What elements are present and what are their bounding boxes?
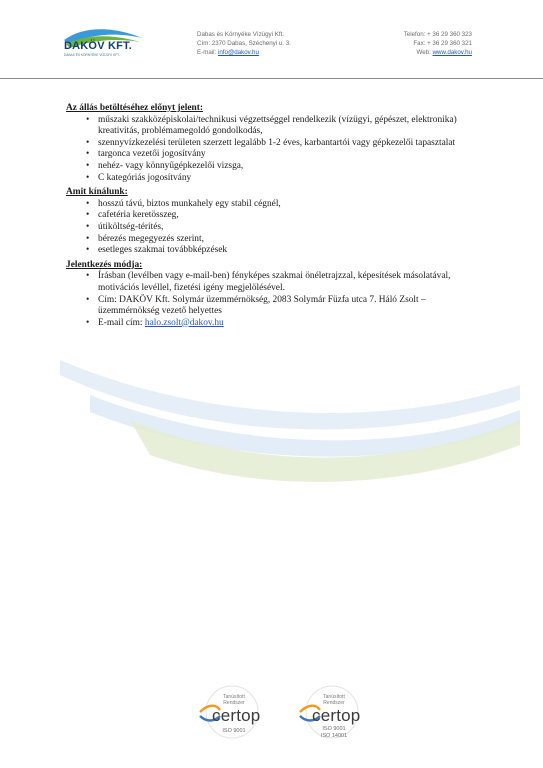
cert-top-line2: Rendszer [323, 700, 345, 706]
logo-text: DAKÖV KFT. [64, 40, 132, 52]
list-item: • szennyvízkezelési területen szerzett legalább 1-2 éves, karbantartói vagy gépkezelői tapasztalat [98, 138, 486, 150]
logo-subtitle: DABAS ÉS KÖRNYÉKE VÍZÜGYI KFT. [64, 53, 120, 57]
company-email-line [197, 48, 291, 57]
list-item: • hosszú távú, biztos munkahely egy stabil cégnél, [98, 199, 486, 211]
section-title-advantages: Az állás betöltéséhez előnyt jelent: [66, 103, 203, 113]
header-divider [0, 78, 543, 79]
company-email-link[interactable]: info@dakov.hu [217, 49, 259, 56]
certop-badge-iso9001-iso14001 [290, 682, 378, 742]
web-label: Web: [416, 49, 433, 56]
apply-email-link[interactable]: halo.zsolt@dakov.hu [144, 317, 224, 328]
cert-standard-2: ISO 14001 [320, 733, 348, 739]
list-item: • esetleges szakmai továbbképzések [98, 245, 486, 257]
apply-list [66, 271, 486, 329]
certification-footer [0, 676, 543, 746]
email-label: E-mail: [197, 49, 218, 56]
job-ad-body [66, 103, 486, 329]
advantages-list [66, 115, 486, 185]
cert-standard: ISO 9001 [222, 728, 246, 734]
section-title-apply: Jelentkezés módja: [66, 259, 143, 270]
section-title-offer: Amit kínálunk: [66, 187, 128, 198]
list-item: • műszaki szakközépiskolai/technikusi végzettséggel rendelkezik (vízügyi, gépészet, elektronika) kreativitás, problémamegoldó gondolkodás, [98, 115, 486, 138]
letterhead [0, 0, 543, 80]
company-name: Dabas és Környéke Vízügyi Kft. [197, 31, 285, 38]
cert-brand: certop [312, 706, 361, 725]
list-item: • Cím: DAKÖV Kft. Solymár üzemmérnökség, 2083 Solymár Füzfa utca 7. Háló Zsolt – üzemmérnökség vezető helyettes [98, 295, 486, 318]
offer-list [66, 199, 486, 257]
list-item: • targonca vezetői jogosítvány [98, 149, 486, 161]
company-phone: Telefon: + 36 29 360 323 [403, 31, 472, 38]
list-item: • útiköltség-térítés, [98, 222, 486, 234]
cert-brand: certop [212, 706, 261, 725]
list-item: • nehéz- vagy könnyűgépkezelői vizsga, [98, 161, 486, 173]
list-item: • cafetéria keretösszeg, [98, 210, 486, 222]
list-item: • Írásban (levélben vagy e-mail-ben) fényképes szakmai önéletrajzzal, képesítések másolatával, motivációs levéllel, fizetési igény megjelölésével. [98, 271, 486, 294]
list-item: • C kategóriás jogosítvány [98, 173, 486, 185]
company-phone-block [390, 30, 472, 57]
list-item: • bérezés megegyezés szerint, [98, 234, 486, 246]
company-contact [197, 30, 291, 57]
company-web-link[interactable]: www.dakov.hu [432, 49, 472, 56]
cert-standard: ISO 9001 [322, 726, 346, 732]
certop-badge-iso9001 [190, 682, 278, 742]
cert-top-line1: Tanúsított [223, 694, 245, 700]
company-address: Cím: 2370 Dabas, Széchenyi u. 3. [197, 40, 291, 47]
cert-top-line2: Rendszer [223, 700, 245, 706]
cert-top-line1: Tanúsított [323, 694, 345, 700]
company-web-line [390, 48, 472, 57]
list-item-email [98, 318, 486, 330]
email-item-label: E-mail cím: [98, 317, 145, 328]
company-fax: Fax: + 36 29 360 321 [413, 40, 472, 47]
